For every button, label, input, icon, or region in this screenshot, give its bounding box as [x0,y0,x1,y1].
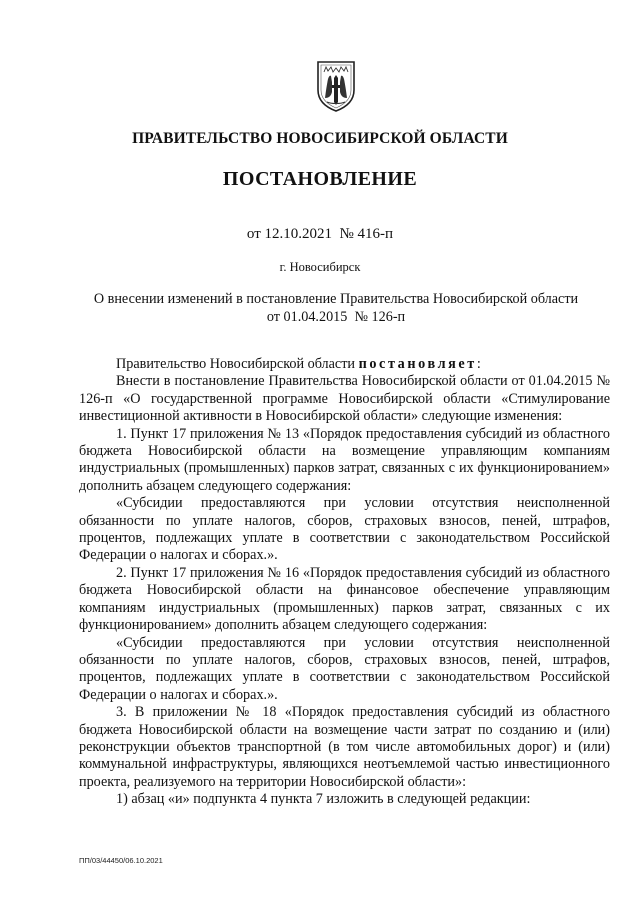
subject-line-1: О внесении изменений в постановление Правительства Новосибирской области [93,291,579,307]
coat-of-arms-icon [314,58,358,112]
body-paragraph: «Субсидии предоставляются при условии отсутствия неисполненной обязанности по уплате налогов, сборов, страховых взносов, пеней, штрафов, процентов, подлежащих уплате в соответствии с законодательством Российской Федерации о налогах и сборах.». [79,495,610,564]
subject-line-2: от 01.04.2015 № 126-п [266,309,406,325]
body-paragraph: «Субсидии предоставляются при условии отсутствия неисполненной обязанности по уплате налогов, сборов, страховых взносов, пеней, штрафов, процентов, подлежащих уплате в соответствии с законодательством Российской Федерации о налогах и сборах.». [79,634,610,703]
body-paragraph: 1) абзац «и» подпункта 4 пункта 7 изложить в следующей редакции: [116,791,531,808]
body-paragraph: 3. В приложении № 18 «Порядок предоставления субсидий из областного бюджета Новосибирской области на возмещение части затрат по созданию и (или) реконструкции объектов транспортной (в том числе автомобильных дорог) и (или) коммунальной инфраструктуры, являющихся неотъемлемой частью инвестиционного проекта, реализуемого на территории Новосибирской области»: [79,704,610,790]
document-type: ПОСТАНОВЛЕНИЕ [222,168,418,190]
intro-prefix: Правительство Новосибирской области [116,356,359,372]
intro-emphasis: постановляет [358,356,477,372]
document-code: ПП/03/44450/06.10.2021 [79,856,163,865]
document-body [79,356,610,809]
body-paragraph: 2. Пункт 17 приложения № 16 «Порядок предоставления субсидий из областного бюджета Новосибирской области на финансовое обеспечение управляющим компаниям индустриальных (промышленных) парков затрат, связанных с их функционированием» дополнить абзацем следующего содержания: [79,564,610,634]
body-paragraph: 1. Пункт 17 приложения № 13 «Порядок предоставления субсидий из областного бюджета Новосибирской области на возмещение управляющим компаниям индустриальных (промышленных) парков затрат, связанных с их функционированием» дополнить абзацем следующего содержания: [79,425,610,494]
body-paragraph: Внести в постановление Правительства Новосибирской области от 01.04.2015 № 126-п «О государственной программе Новосибирской области «Стимулирование инвестиционной активности в Новосибирской области» следующие изменения: [79,373,610,425]
intro-paragraph [79,356,610,373]
document-date-number: от 12.10.2021 № 416-п [246,226,394,242]
document-subject [66,290,606,326]
intro-suffix: : [476,356,481,372]
document-city: г. Новосибирск [279,260,361,274]
organization-name: ПРАВИТЕЛЬСТВО НОВОСИБИРСКОЙ ОБЛАСТИ [132,130,508,147]
